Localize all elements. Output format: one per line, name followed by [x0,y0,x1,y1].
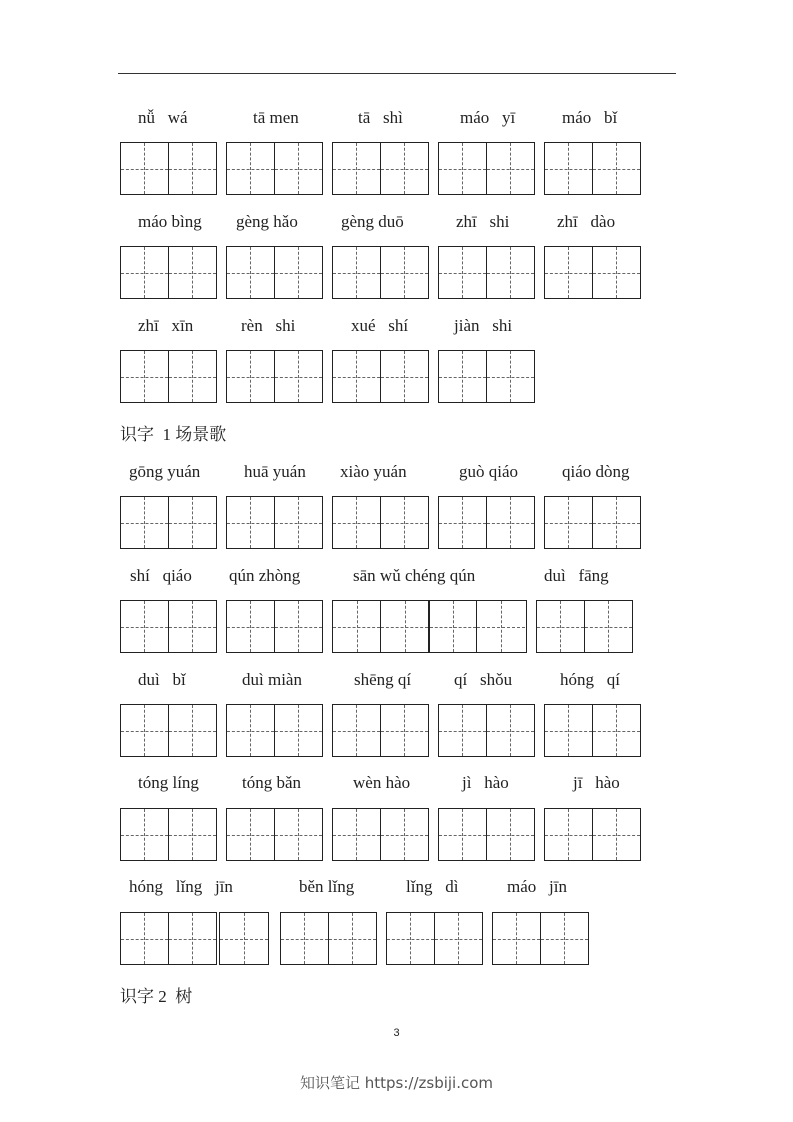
writing-grid[interactable] [120,246,217,299]
pinyin-label: xiào yuán [340,462,407,481]
page-number: 3 [393,1027,400,1039]
pinyin-label: tóng bǎn [242,773,302,792]
pinyin-label: duì bǐ [138,670,186,689]
writing-grid[interactable] [120,808,217,861]
pinyin-label: hóng lǐng jīn [129,877,233,896]
writing-grid[interactable] [438,704,535,757]
writing-grid[interactable] [438,350,535,403]
pinyin-label: máo jīn [507,877,567,896]
writing-grid[interactable] [438,496,535,549]
writing-grid[interactable] [332,808,429,861]
pinyin-label: hóng qí [560,670,620,689]
writing-grid[interactable] [226,704,323,757]
pinyin-label: zhī shi [456,212,510,231]
writing-grid[interactable] [219,912,269,965]
writing-grid[interactable] [226,246,323,299]
pinyin-label: shēng qí [354,670,412,689]
pinyin-label: qún zhòng [229,566,301,585]
pinyin-label: máo bǐ [562,108,618,127]
pinyin-label: tóng líng [138,773,199,792]
writing-grid[interactable] [226,142,323,195]
writing-grid[interactable] [120,704,217,757]
pinyin-label: duì miàn [242,670,302,689]
pinyin-label: gèng hǎo [236,212,298,231]
writing-grid[interactable] [544,704,641,757]
pinyin-label: zhī xīn [138,316,194,335]
writing-grid[interactable] [226,350,323,403]
writing-grid[interactable] [120,496,217,549]
writing-grid[interactable] [438,808,535,861]
pinyin-label: shí qiáo [130,566,192,585]
pinyin-label: huā yuán [244,462,306,481]
pinyin-label: sān wǔ chéng qún [353,566,476,585]
pinyin-label: tā shì [358,108,403,127]
writing-grid[interactable] [544,246,641,299]
writing-grid[interactable] [226,808,323,861]
pinyin-label: qiáo dòng [562,462,630,481]
writing-grid[interactable] [544,142,641,195]
section-heading: 识字 2 树 [120,987,193,1006]
pinyin-label: lǐng dì [406,877,459,896]
writing-grid[interactable] [536,600,633,653]
writing-grid[interactable] [544,496,641,549]
writing-grid[interactable] [332,246,429,299]
writing-grid[interactable] [120,912,217,965]
pinyin-label: xué shí [351,316,409,335]
pinyin-label: jī hào [573,773,620,792]
writing-grid[interactable] [226,496,323,549]
pinyin-label: guò qiáo [459,462,519,481]
writing-grid[interactable] [332,142,429,195]
pinyin-label: duì fāng [544,566,609,585]
pinyin-label: běn lǐng [299,877,355,896]
writing-grid[interactable] [280,912,377,965]
writing-grid[interactable] [332,600,527,653]
writing-grid[interactable] [438,142,535,195]
pinyin-label: máo bìng [138,212,202,231]
section-heading: 识字 1 场景歌 [120,425,227,444]
writing-grid[interactable] [226,600,323,653]
writing-grid[interactable] [120,142,217,195]
writing-grid[interactable] [120,350,217,403]
pinyin-label: tā men [253,108,299,127]
pinyin-label: rèn shi [241,316,296,335]
pinyin-label: máo yī [460,108,516,127]
writing-grid[interactable] [438,246,535,299]
pinyin-label: wèn hào [353,773,411,792]
writing-grid[interactable] [120,600,217,653]
pinyin-label: qí shǒu [454,670,513,689]
writing-grid[interactable] [492,912,589,965]
pinyin-label: zhī dào [557,212,616,231]
pinyin-label: gōng yuán [129,462,201,481]
pinyin-label: nǚ wá [138,108,188,127]
writing-grid[interactable] [332,350,429,403]
writing-grid[interactable] [332,496,429,549]
writing-grid[interactable] [386,912,483,965]
header-rule [118,73,676,74]
writing-grid[interactable] [544,808,641,861]
pinyin-label: jiàn shi [454,316,513,335]
footer-watermark: 知识笔记 https://zsbiji.com [299,1074,494,1092]
pinyin-label: jì hào [462,773,509,792]
pinyin-label: gèng duō [341,212,404,231]
writing-grid[interactable] [332,704,429,757]
